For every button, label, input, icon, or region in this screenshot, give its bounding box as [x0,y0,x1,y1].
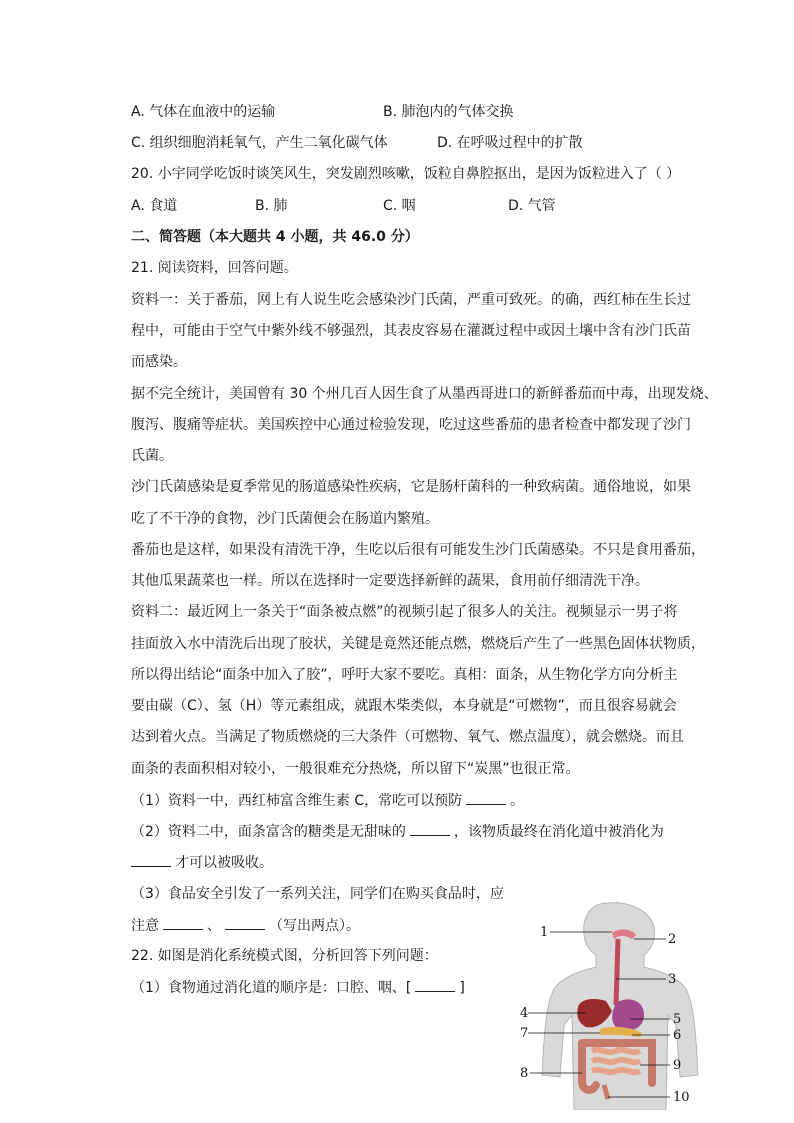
answer-blank[interactable] [415,977,455,992]
esophagus-organ [616,939,618,1005]
passage-line: 其他瓜果蔬菜也一样。所以在选择时一定要选择新鲜的蔬果，食用前仔细清洗干净。 [131,573,649,589]
figure-label-3: 3 [668,972,677,987]
passage-line: 资料一：关于番茄，网上有人说生吃会感染沙门氏菌，严重可致死。的确，西红柿在生长过 [131,292,691,308]
answer-blank[interactable] [466,790,506,805]
passage-line: 吃了不干净的食物，沙门氏菌便会在肠道内繁殖。 [131,511,439,527]
q21-sub2: （2）资料二中，面条富含的糖类是无甜味的 ，该物质最终在消化道中被消化为 [131,821,664,842]
q20-stem: 20. 小宇同学吃饭时谈笑风生，突发剧烈咳嗽，饭粒自鼻腔抠出，是因为饭粒进入了（ ） [131,166,681,182]
passage-line: 资料二：最近网上一条关于“面条被点燃”的视频引起了很多人的关注。视频显示一男子将 [131,604,678,620]
passage-line: 沙门氏菌感染是夏季常见的肠道感染性疾病，它是肠杆菌科的一种致病菌。通俗地说，如果 [131,479,691,495]
passage-line: 腹泻、腹痛等症状。美国疾控中心通过检验发现，吃过这些番茄的患者检查中都发现了沙门 [131,417,691,433]
stomach-organ [612,999,644,1030]
figure-label-2: 2 [668,932,677,947]
q20-option-d: D. 气管 [508,198,556,214]
answer-blank[interactable] [225,915,265,930]
passage-line: 氏菌。 [131,448,173,464]
passage-line: 挂面放入水中清洗后出现了胶状，关键是竟然还能点燃，燃烧后产生了一些黑色固体状物质， [131,636,705,652]
q21-stem: 21. 阅读资料，回答问题。 [131,260,298,276]
passage-line: 达到着火点。当满足了物质燃烧的三大条件（可燃物、氧气、燃点温度），就会燃烧。而且 [131,729,684,745]
passage-line: 番茄也是这样，如果没有清洗干净，生吃以后很有可能发生沙门氏菌感染。不只是食用番茄， [131,542,705,558]
q20-option-b: B. 肺 [255,198,288,214]
q19-option-c: C. 组织细胞消耗氧气，产生二氧化碳气体 [131,135,388,151]
passage-line: 程中，可能由于空气中紫外线不够强烈，其表皮容易在灌溉过程中或因土壤中含有沙门氏苗 [131,323,691,339]
q19-option-d: D. 在呼吸过程中的扩散 [437,135,583,151]
figure-label-9: 9 [673,1058,682,1073]
figure-label-7: 7 [520,1026,529,1041]
digestive-system-figure [520,895,720,1110]
figure-label-1: 1 [540,925,549,940]
q20-option-a: A. 食道 [131,198,178,214]
q21-sub3: （3）食品安全引发了一系列关注，同学们在购买食品时，应 [131,886,504,902]
q21-sub2-cont: 才可以被吸收。 [131,852,273,873]
answer-blank[interactable] [131,852,171,867]
figure-label-5: 5 [673,1012,682,1027]
figure-label-4: 4 [520,1006,529,1021]
passage-line: 所以得出结论“面条中加入了胶”，呼吁大家不要吃。真相：面条，从生物化学方向分析主 [131,667,678,683]
q22-stem: 22. 如图是消化系统模式图，分析回答下列问题： [131,948,438,964]
passage-line: 要由碳（C）、氢（H）等元素组成，就跟木柴类似，本身就是“可燃物”，而且很容易就会 [131,698,677,714]
answer-blank[interactable] [410,821,450,836]
q19-option-b: B. 肺泡内的气体交换 [383,104,514,120]
figure-label-8: 8 [520,1066,529,1081]
q21-sub3-cont: 注意 、 （写出两点）。 [131,915,360,936]
q22-sub1: （1）食物通过消化道的顺序是：口腔、咽、[ ] [131,977,465,998]
answer-blank[interactable] [163,915,203,930]
q19-option-a: A. 气体在血液中的运输 [131,104,276,120]
passage-line: 面条的表面积相对较小，一般很难充分热烧，所以留下“炭黑”也很正常。 [131,761,580,777]
section-title: 二、简答题（本大题共 4 小题，共 46.0 分） [131,229,419,245]
passage-line: 而感染。 [131,354,187,370]
passage-line: 据不完全统计，美国曾有 30 个州几百人因生食了从墨西哥进口的新鲜番茄而中毒，出现发烧、 [131,386,718,402]
q21-sub1: （1）资料一中，西红柿富含维生素 C，常吃可以预防 。 [131,790,524,811]
q20-option-c: C. 咽 [383,198,416,214]
figure-label-10: 10 [673,1090,690,1105]
figure-label-6: 6 [673,1028,682,1043]
